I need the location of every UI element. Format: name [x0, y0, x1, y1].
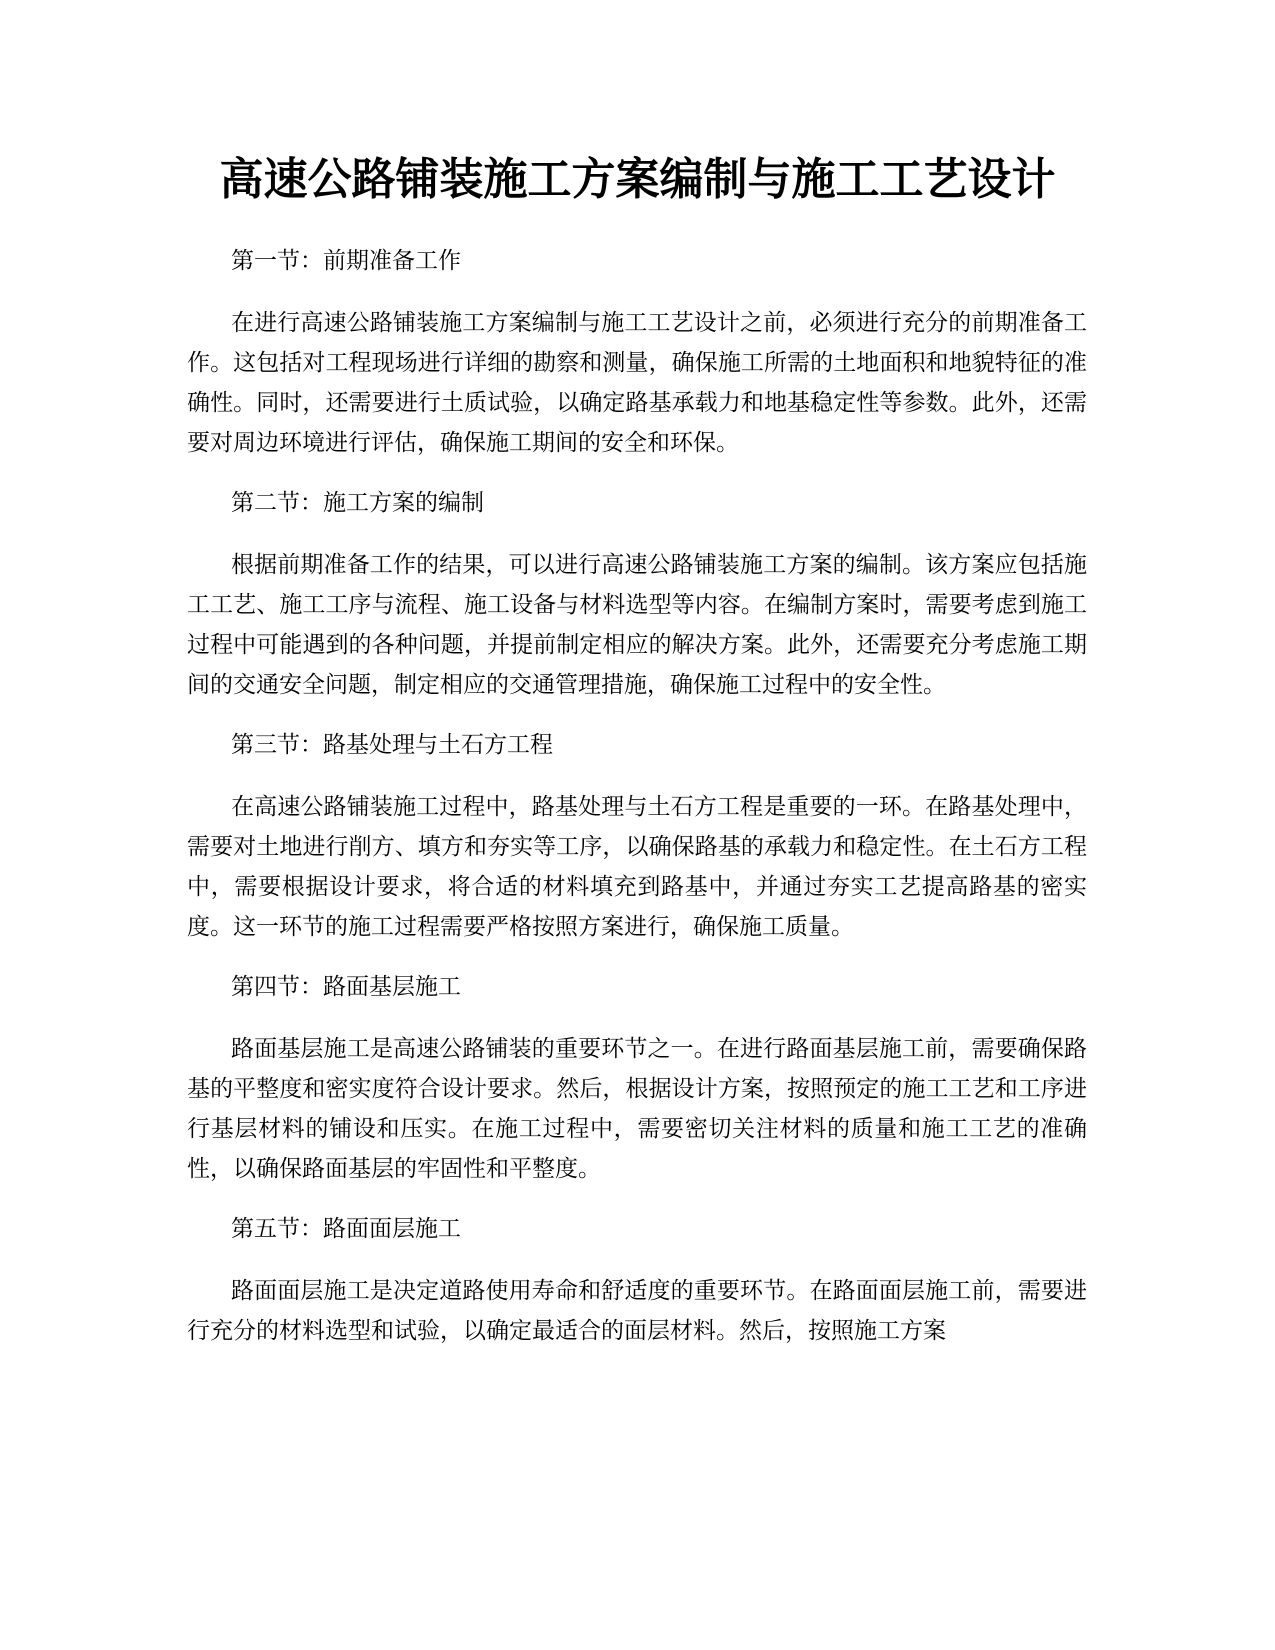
section-paragraph-3: 在高速公路铺装施工过程中，路基处理与土石方工程是重要的一环。在路基处理中，需要对土地进行削方、填方和夯实等工序，以确保路基的承载力和稳定性。在土石方工程中，需要根据设计要求，将合适的材料填充到路基中，并通过夯实工艺提高路基的密实度。这一环节的施工过程需要严格按照方案进行，确保施工质量。 [187, 794, 1087, 940]
section-paragraph-2: 根据前期准备工作的结果，可以进行高速公路铺装施工方案的编制。该方案应包括施工工艺、施工工序与流程、施工设备与材料选型等内容。在编制方案时，需要考虑到施工过程中可能遇到的各种问题，并提前制定相应的解决方案。此外，还需要充分考虑施工期间的交通安全问题，制定相应的交通管理措施，确保施工过程中的安全性。 [187, 552, 1087, 698]
section-paragraph-4: 路面基层施工是高速公路铺装的重要环节之一。在进行路面基层施工前，需要确保路基的平整度和密实度符合设计要求。然后，根据设计方案，按照预定的施工工艺和工序进行基层材料的铺设和压实。在施工过程中，需要密切关注材料的质量和施工工艺的准确性，以确保路面基层的牢固性和平整度。 [187, 1036, 1087, 1182]
section-heading-5: 第五节：路面面层施工 [231, 1216, 461, 1242]
section-paragraph-5: 路面面层施工是决定道路使用寿命和舒适度的重要环节。在路面面层施工前，需要进行充分的材料选型和试验，以确定最适合的面层材料。然后，按照施工方案 [187, 1278, 1087, 1344]
document-title: 高速公路铺装施工方案编制与施工工艺设计 [219, 154, 1056, 205]
section-heading-2: 第二节：施工方案的编制 [231, 490, 484, 516]
section-paragraph-1: 在进行高速公路铺装施工方案编制与施工工艺设计之前，必须进行充分的前期准备工作。这包括对工程现场进行详细的勘察和测量，确保施工所需的土地面积和地貌特征的准确性。同时，还需要进行土质试验，以确定路基承载力和地基稳定性等参数。此外，还需要对周边环境进行评估，确保施工期间的安全和环保。 [187, 310, 1087, 456]
document-body [187, 246, 1087, 1376]
section-heading-1: 第一节：前期准备工作 [231, 248, 461, 274]
section-heading-4: 第四节：路面基层施工 [231, 974, 461, 1000]
section-heading-3: 第三节：路基处理与土石方工程 [231, 732, 553, 758]
